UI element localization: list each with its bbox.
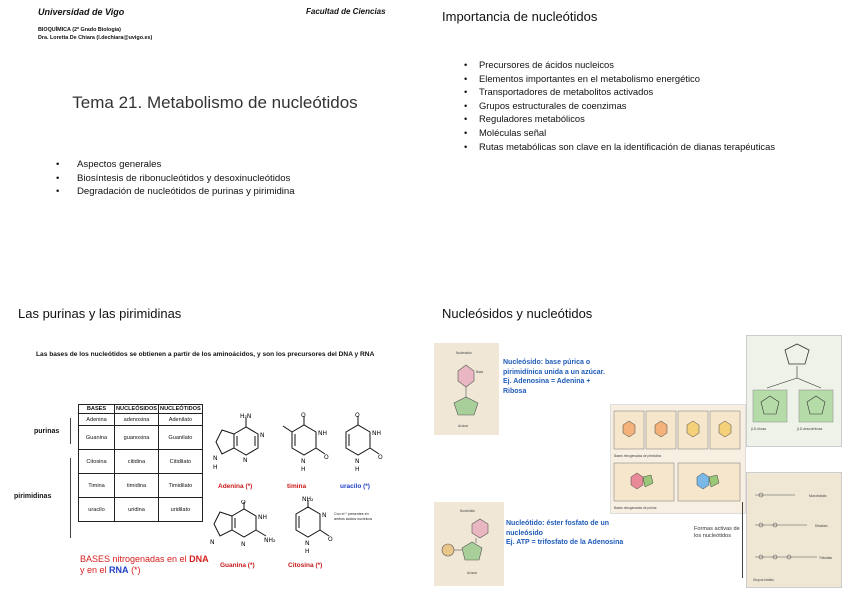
svg-text:N: N [301,458,306,465]
svg-text:N: N [355,458,360,465]
svg-text:N: N [322,512,327,519]
caption-prefix: BASES nitrogenadas en el [80,554,187,564]
importance-item: • Grupos estructurales de coenzimas [464,99,834,113]
note-text: Con el * presentes en ambos ácidos nucleicos [334,512,373,521]
table-cell: Timina [79,474,115,498]
svg-text:NH: NH [372,430,381,437]
svg-text:H: H [355,466,360,473]
svg-text:O: O [301,412,306,419]
base-figure-label: Base [476,370,484,374]
slide-importancia [424,0,848,300]
purine-bases-label: Bases nitrogenadas de purina [614,506,657,510]
bases-table [78,404,203,522]
intro-text: Las bases de los nucleótidos se obtienen a partir de los aminoácidos, y son los precursores del DNA y RNA [36,351,375,358]
importance-item: • Rutas metabólicas son clave en la identificación de dianas terapéuticas [464,140,834,154]
table-cell: timidina [115,474,159,498]
adenine-label: Adenina (*) [218,483,253,490]
slide-title: Nucleósidos y nucleótidos [442,306,593,321]
importance-item: • Elementos importantes en el metabolismo energético [464,72,834,86]
importance-item: • Precursores de ácidos nucleicos [464,58,834,72]
svg-text:H: H [305,548,310,555]
svg-text:N: N [210,539,215,546]
caption-suffix: (*) [131,565,141,575]
table-header: NUCLEÓTIDOS [160,406,201,412]
table-row [79,414,203,426]
purinas-label: purinas [34,428,60,435]
nucleoside-text: Nucleósido: base púrica o pirimidínica unida a un azúcar. [503,359,605,376]
svg-text:N: N [243,457,248,464]
svg-text:N: N [260,432,265,439]
svg-text:NH: NH [318,430,327,437]
svg-text:O: O [324,454,329,461]
nucleotide-sugar-label: Azúcar [467,571,477,575]
svg-text:O: O [378,454,383,461]
nucleotide-example: Ej. ATP = trifosfato de la Adenosina [506,539,624,547]
guanine-structure [208,500,280,558]
uracil-label: uracilo (*) [340,483,370,490]
bases-caption [80,554,209,576]
nucleoside-figure [434,343,499,435]
teacher-name: Dra. Loretta De Chiara (l.dechiara@uvigo.es) [38,35,153,41]
topics-list [56,158,295,199]
phosphate-groups-label: Grupos fosfato [753,578,774,582]
thymine-label: timina [287,483,307,490]
importance-list [464,58,834,153]
pirimidinas-brace [70,458,71,538]
slide-tema-21 [0,0,424,300]
slide-purinas-pirimidinas [0,300,424,600]
table-row [79,498,203,522]
importance-item: • Reguladores metabólicos [464,112,834,126]
table-cell: Guanilato [159,426,203,450]
table-cell: citidina [115,450,159,474]
table-cell: Citosina [79,450,115,474]
svg-text:H: H [301,466,306,473]
table-header: NUCLEÓSIDOS [116,406,158,412]
svg-text:NH: NH [258,514,267,521]
nucleotide-figure [434,502,504,586]
cytosine-structure [284,496,334,558]
table-row [79,426,203,450]
ribose-label: β-D-ribosa [751,427,766,431]
slide-title: Las purinas y las pirimidinas [18,306,182,321]
svg-text:NH₂: NH₂ [302,496,314,503]
slide-nucleosidos [424,300,848,600]
svg-text:N: N [241,541,246,548]
university-name: Universidad de Vigo [38,7,125,17]
nucleoside-diagram [434,343,499,435]
cytosine-label: Citosina (*) [288,562,323,569]
formas-label: Formas activas de los nucleótidos [694,526,740,539]
svg-text:O: O [328,536,333,543]
nucleoside-definition [503,358,613,396]
deoxyribose-label: β-D-desoxirribosa [797,427,823,431]
phosphate-forms-figure [746,472,842,588]
uracil-structure [334,412,384,478]
formas-brace [742,502,743,578]
table-row [79,474,203,498]
course-info [38,26,152,42]
caption-rna: RNA [109,565,129,575]
table-header: BASES [79,405,115,414]
table-cell: adenosina [115,414,159,426]
sugar-residues-figure [746,335,842,447]
table-row [79,450,203,474]
svg-text:NH₂: NH₂ [264,537,276,544]
topic-item: • Aspectos generales [56,158,295,172]
svg-text:N: N [305,540,310,547]
topic-item: • Biosíntesis de ribonucleótidos y desoxinucleótidos [56,172,295,186]
nucleotide-diagram [434,502,504,586]
importance-item: • Transportadores de metabolitos activados [464,85,834,99]
importance-item: • Moléculas señal [464,126,834,140]
table-cell: uracilo [79,498,115,522]
purinas-brace [70,418,71,444]
guanine-label: Guanina (*) [220,562,255,569]
monophosphate-label: Monofosfato [809,494,827,498]
table-cell: Adenina [79,414,115,426]
svg-text:N: N [213,455,218,462]
svg-text:H₂N: H₂N [240,413,252,420]
course-name: BIOQUÍMICA (2º Grado Biología) [38,27,121,33]
thymine-structure [280,412,330,478]
slide-title: Importancia de nucleótidos [442,9,598,24]
nucleotide-text: Nucleótido: éster fosfato de un nucleósido [506,520,610,537]
nucleotide-figure-label: Nucleótido [460,509,476,513]
table-cell: Guanina [79,426,115,450]
diphosphate-label: Difosfato [815,524,828,528]
svg-text:O: O [355,412,360,419]
sugar-figure-label: Azúcar [458,424,468,428]
nucleoside-example: Ej. Adenosina = Adenina + Ribosa [503,378,591,395]
table-cell: guanosina [115,426,159,450]
pirimidinas-label: pirimidinas [14,493,52,500]
topic-item: • Degradación de nucleótidos de purinas y pirimidina [56,185,295,199]
table-cell: uridina [115,498,159,522]
table-cell: Adenilato [159,414,203,426]
nucleotide-definition [506,519,626,548]
caption-dna: DNA [189,554,209,564]
adenine-structure [212,412,276,482]
bases-figure [610,404,746,514]
pyrimidine-bases-label: Bases nitrogenadas de pirimidina [614,454,662,458]
table-cell: Citidilato [159,450,203,474]
table-cell: Timidilato [159,474,203,498]
svg-text:O: O [241,500,246,506]
table-cell: uridilato [159,498,203,522]
slide-title: Tema 21. Metabolismo de nucleótidos [72,93,358,112]
triphosphate-label: Trifosfato [819,556,833,560]
caption-middle: y en el [80,565,107,575]
svg-text:H: H [213,464,218,471]
faculty-name: Facultad de Ciencias [306,7,386,16]
nucleoside-figure-label: Nucleósido [456,351,472,355]
